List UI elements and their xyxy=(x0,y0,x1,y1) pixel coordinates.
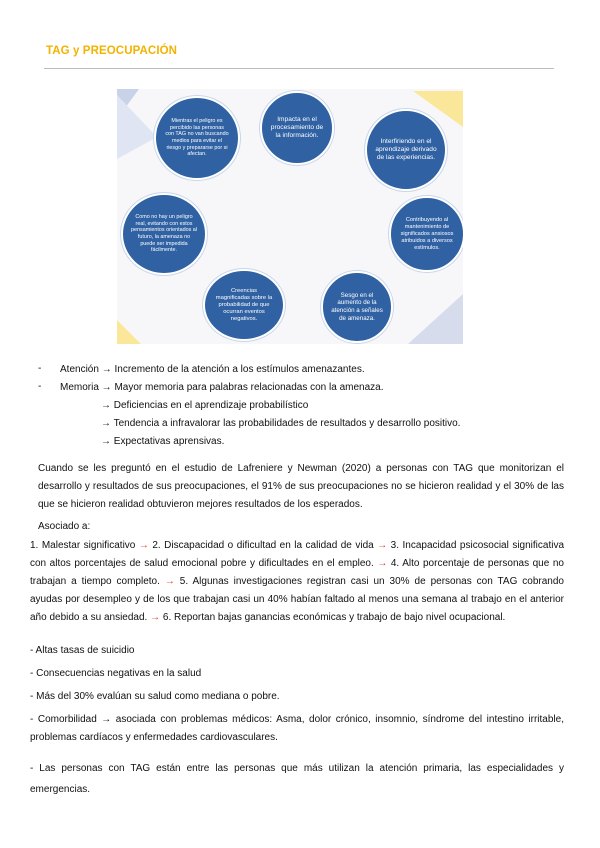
arrow-icon: → xyxy=(377,558,388,569)
associated-label: Asociado a: xyxy=(38,521,91,532)
arrow-icon: → xyxy=(150,612,161,623)
study-paragraph: Cuando se les preguntó en el estudio de Lafreniere y Newman (2020) a personas con TAG que monitorizan el desarrollo y resultados de sus preocupaciones, el 91% de sus preocupaciones no se hicieron realidad y el 30% de las que se hicieron realidad obtuvieron mejores resultados de los esperados. xyxy=(38,463,564,510)
cycle-node-no-real-danger: Como no hay un peligro real, evitando con estos pensamientos orientados al futuro, la amenaza no puede ser impedida fácilmente. xyxy=(121,193,207,275)
decoration-bottom-left xyxy=(117,320,141,344)
cycle-node-meanings: Contribuyendo al mantenimiento de significados ansiosos atribuidos a diversos estímulos. xyxy=(389,196,463,272)
arrow-icon: → xyxy=(377,540,388,551)
consequence-1: 1. Malestar significativo xyxy=(30,540,139,551)
cycle-node-learning: Interfiriendo en el aprendizaje derivado de las experiencias. xyxy=(365,109,447,191)
heading-divider xyxy=(44,68,554,69)
cycle-node-processing: Impacta en el procesamiento de la información. xyxy=(260,91,334,165)
list-item-attention: Atención → Incremento de la atención a los estímulos amenazantes. xyxy=(60,364,365,375)
cycle-node-perceived-danger: Mientras el peligro es percibido las personas con TAG no van buscando medios para evitar el riesgo y prepararse por si afectan. xyxy=(154,96,240,180)
consequences-paragraph xyxy=(30,537,564,627)
arrow-icon: → xyxy=(138,540,149,551)
list-subitem-learning: → Deficiencias en el aprendizaje probabilístico xyxy=(101,400,309,411)
bullet-health-consequences: - Consecuencias negativas en la salud xyxy=(30,668,202,679)
bullet-comorbidity: - Comorbilidad → asociada con problemas médicos: Asma, dolor crónico, insomnio, síndrome del intestino irritable, problemas cardíacos y enfermedades cardiovasculares. xyxy=(30,714,564,743)
cycle-diagram xyxy=(117,89,463,344)
list-dash-1: - xyxy=(38,363,42,374)
consequence-4: 4. Alto porcentaje de personas que no trabajan a tiempo completo. xyxy=(30,558,564,587)
consequence-6: 6. Reportan bajas ganancias económicas y trabajo de bajo nivel ocupacional. xyxy=(160,612,506,623)
consequence-3: 3. Incapacidad psicosocial significativa con altos porcentajes de salud emocional pobre y dificultades en el empleo. xyxy=(30,540,565,569)
consequence-2: 2. Discapacidad o dificultad en la calidad de vida xyxy=(148,540,378,551)
list-dash-2: - xyxy=(38,381,42,392)
cycle-node-attention-bias: Sesgo en el aumento de la atención a señales de amenaza. xyxy=(321,271,393,343)
bullet-healthcare-use: - Las personas con TAG están entre las personas que más utilizan la atención primaria, las especialidades y emergencias. xyxy=(30,763,564,795)
consequence-5: 5. Algunas investigaciones registran casi un 30% de personas con TAG cobrando ayudas por desempleo y de los que trabajan casi un 40% habían faltado al menos una semana al trabajo en el anterior año debido a su ansiedad. xyxy=(30,576,564,623)
list-subitem-tendency: → Tendencia a infravalorar las probabilidades de resultados y desarrollo positivo. xyxy=(101,418,461,429)
bullet-suicide-rates: - Altas tasas de suicidio xyxy=(30,645,135,656)
arrow-icon: → xyxy=(164,576,175,587)
list-subitem-expectations: → Expectativas aprensivas. xyxy=(101,436,225,447)
bullet-health-evaluation: - Más del 30% evalúan su salud como mediana o pobre. xyxy=(30,691,280,702)
cycle-node-beliefs: Creencias magnificadas sobre la probabilidad de que ocurran eventos negativos. xyxy=(203,269,285,341)
section-heading: TAG y PREOCUPACIÓN xyxy=(46,45,178,57)
list-item-memory: Memoria → Mayor memoria para palabras relacionadas con la amenaza. xyxy=(60,382,384,393)
decoration-bottom-right xyxy=(388,284,463,344)
